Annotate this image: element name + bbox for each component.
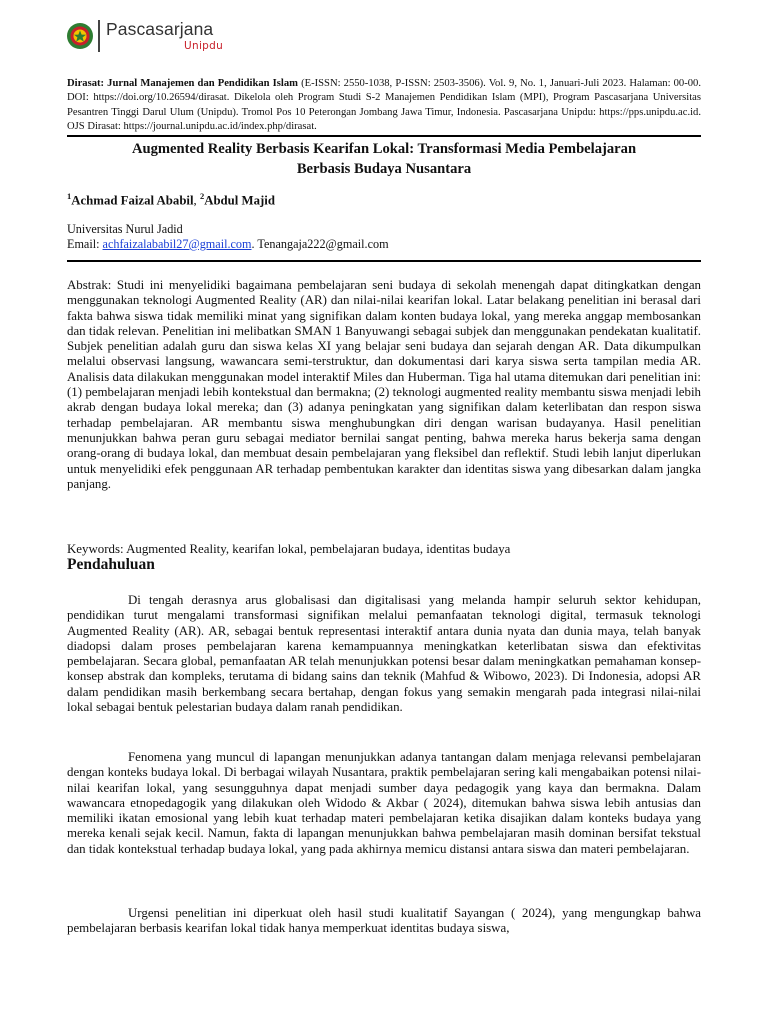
email-line — [67, 237, 389, 252]
body-paragraph: Fenomena yang muncul di lapangan menunjukkan adanya tantangan dalam menjaga relevansi pembelajaran dengan konteks budaya lokal. Di berbagai wilayah Nusantara, praktik pembelajaran sering kali mengabaikan potensi nilai-nilai kearifan lokal, yang sesungguhnya dapat menjadi sumber daya pedagogik yang kaya dan bermakna. Dalam wawancara etnopedagogik yang dilakukan oleh Widodo & Akbar ( 2024), ditemukan bahwa siswa lebih antusias dan memiliki ikatan emosional yang lebih kuat terhadap materi pembelajaran ketika disajikan dalam konteks budaya yang mereka kenali sejak kecil. Namun, fakta di lapangan menunjukkan bahwa pembelajaran masih dominan bersifat tekstual dan tidak kontekstual terhadap budaya lokal, yang pada akhirnya memicu distansi antara siswa dan materi pembelajaran. — [67, 750, 701, 856]
university-emblem-icon — [66, 22, 94, 50]
body-paragraph: Di tengah derasnya arus globalisasi dan digitalisasi yang melanda hampir seluruh sektor kehidupan, pendidikan turut mengalami transformasi signifikan melalui pemanfaatan teknologi digital, termasuk teknologi Augmented Reality (AR). AR, sebagai bentuk representasi interaktif antara dunia nyata dan dunia maya, telah banyak diadopsi dalam proses pembelajaran karena kemampuannya meningkatkan keterlibatan siswa dan efektivitas pembelajaran. Secara global, pemanfaatan AR telah menunjukkan potensi besar dalam meningkatkan pemahaman konsep-konsep abstrak dan kompleks, terutama di bidang sains dan teknik (Mahfud & Wibowo, 2023). Di Indonesia, adopsi AR dalam pendidikan masih berkembang secara bertahap, dengan fokus yang semakin mengarah pada integrasi nilai-nilai lokal sebagai bentuk pelestarian budaya dalam ranah pendidikan. — [67, 593, 701, 715]
logo-subtitle: Unipdu — [184, 39, 224, 52]
author2-index: 2 — [199, 191, 205, 201]
logo-title: Pascasarjana — [106, 19, 214, 39]
citation-details: (E-ISSN: 2550-1038, P-ISSN: 2503-3506). Vol. 9, No. 1, Januari-Juli 2023. Halaman: 00-00. DOI: https://doi.org/10.26594/dirasat. Dikelola oleh Program Studi S-2 Manajemen Pendidikan Islam (MPI), Program Pascasarjana Universitas Pesantren Tinggi Darul Ulum (Unipdu). Tromol Pos 10 Peterongan Jombang Jawa Timur, Indonesia. Pascasarjana Unipdu: https://pps.unipdu.ac.id. OJS Dirasat: https://journal.unipdu.ac.id/index.php/dirasat. — [67, 78, 701, 132]
abstract-rule — [67, 260, 701, 262]
body-paragraph: Urgensi penelitian ini diperkuat oleh hasil studi kualitatif Sayangan ( 2024), yang mengungkap bahwa pembelajaran berbasis kearifan lokal tidak hanya memperkuat identitas budaya siswa, — [67, 906, 701, 936]
pascasarjana-logo — [66, 18, 223, 54]
keywords: Keywords: Augmented Reality, kearifan lokal, pembelajaran budaya, identitas budaya — [67, 542, 511, 556]
journal-name: Dirasat: Jurnal Manajemen dan Pendidikan Islam — [67, 78, 298, 89]
section-heading: Pendahuluan — [67, 556, 155, 573]
article-title-line-1: Augmented Reality Berbasis Kearifan Lokal: Transformasi Media Pembelajaran — [131, 141, 637, 157]
article-title — [67, 139, 701, 179]
email-label: Email: — [67, 237, 103, 251]
article-title-line-2: Berbasis Budaya Nusantara — [296, 161, 472, 177]
author1-name: Achmad Faizal Ababil — [71, 193, 194, 208]
header-rule — [67, 135, 701, 137]
journal-citation — [67, 77, 701, 134]
author2-name: Abdul Majid — [204, 193, 275, 208]
email-2: Tenangaja222@gmail.com — [257, 237, 389, 251]
author1-index: 1 — [67, 191, 72, 201]
author-list — [67, 191, 275, 208]
affiliation-block — [67, 222, 389, 252]
logo-divider — [98, 20, 100, 52]
author-separator: , — [193, 193, 200, 208]
email-link[interactable]: achfaizalababil27@gmail.com — [102, 237, 252, 251]
email-separator: . — [251, 237, 258, 251]
affiliation: Universitas Nurul Jadid — [67, 222, 183, 236]
abstract: Abstrak: Studi ini menyelidiki bagaimana pembelajaran seni budaya di sekolah menengah dapat ditingkatkan dengan menggunakan teknologi Augmented Reality (AR) dan nilai-nilai kearifan lokal. Latar belakang penelitian ini berasal dari fakta bahwa siswa tidak memiliki minat yang signifikan dalam konten budaya lokal, yang mereka anggap membosankan dan tidak relevan. Penelitian ini melibatkan SMAN 1 Banyuwangi sebagai subjek dan menggunakan pendekatan kualitatif. Subjek penelitian adalah guru dan siswa kelas XI yang belajar seni budaya dan sejarah dengan AR. Data dikumpulkan melalui observasi langsung, wawancara semi-terstruktur, dan dokumentasi dari karya siswa serta tampilan media AR. Analisis data dilakukan menggunakan model interaktif Miles dan Huberman. Tiga hal utama ditemukan dari penelitian ini: (1) pembelajaran menjadi lebih kontekstual dan bermakna; (2) teknologi augmented reality membantu siswa menjadi lebih akrab dengan budaya lokal mereka; dan (3) adanya peningkatan yang signifikan dalam keterlibatan dan respon siswa terhadap pembelajaran. AR membantu siswa menghubungkan diri dengan warisan budayanya. Hasil penelitian menunjukkan bahwa peran guru sebagai mediator bernilai sangat penting, bahwa mereka harus bekerja sama dengan orang-orang di budaya lokal, dan membuat desain pembelajaran yang fleksibel dan reflektif. Studi lebih lanjut diperlukan untuk menyelidiki efek penggunaan AR terhadap pembentukan karakter dan identitas siswa yang dibesarkan dalam jangka panjang. — [67, 278, 701, 491]
